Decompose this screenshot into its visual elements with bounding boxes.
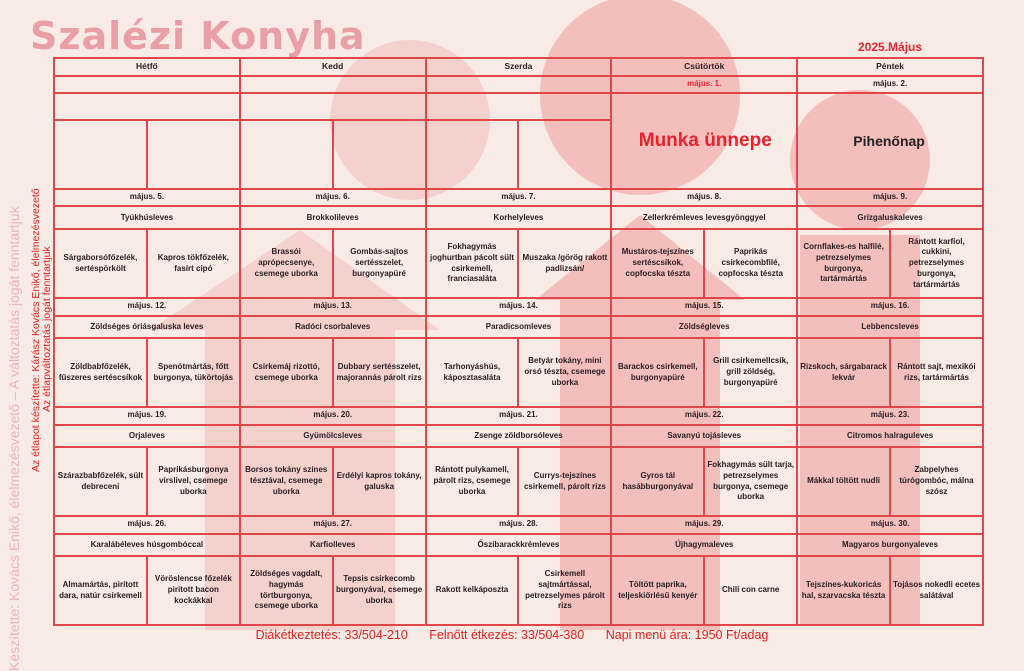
main-option-a: Tejszínes-kukoricás hal, szarvacska tészta [797,556,890,625]
date-cell: május. 15. [611,298,797,316]
date-cell: május. 1. [611,76,797,94]
date-cell: május. 27. [240,516,426,534]
soup-cell: Zsenge zöldborsóleves [426,425,612,448]
main-option-b: Rántott karfiol, cukkini, petrezselymes burgonya, tartármártás [890,229,983,298]
soup-cell: Zellerkrémleves levesgyönggyel [611,206,797,229]
main-option-b: Gombás-sajtos sertésszelet, burgonyapüré [333,229,426,298]
main-option-b: Vöröslencse főzelék pirított bacon kockákkal [147,556,240,625]
soup-cell: Brokkolileves [240,206,426,229]
holiday-inner [614,94,980,188]
main-option-b: Chili con carne [704,556,797,625]
menu-table [53,57,984,626]
soup-row [54,206,983,229]
soup-cell: Lebbencsleves [797,316,983,339]
main-option-b: Grill csirkemellcsík, grill zöldség, burgonyapüré [704,338,797,407]
soup-cell: Paradicsomleves [426,316,612,339]
main-option-a: Rizskoch, sárgabarack lekvár [797,338,890,407]
main-option-b: Paprikás csirkecombfilé, copfocska tészta [704,229,797,298]
main-option-b: Erdélyi kapros tokány, galuska [333,447,426,516]
menu-price: Napi menü ára: 1950 Ft/adag [605,628,769,642]
main-option-a: Mákkal töltött nudli [797,447,890,516]
main-option-b: Rántott sajt, mexikói rizs, tartármártás [890,338,983,407]
main-option-b: Fokhagymás sült tarja, petrezselymes burgonya, csemege uborka [704,447,797,516]
soup-cell: Gyümölcsleves [240,425,426,448]
empty-cell [518,120,611,189]
soup-cell: Zöldséges óriásgaluska leves [54,316,240,339]
main-option-a: Zöldséges vagdalt, hagymás törtburgonya, csemege uborka [240,556,333,625]
date-cell: május. 2. [797,76,983,94]
holiday-block [611,93,983,189]
empty-cell [426,93,612,120]
day-header-monday: Hétfő [54,58,240,76]
adult-phone: Felnőtt étkezés: 33/504-380 [429,628,585,642]
date-cell: május. 19. [54,407,240,425]
main-option-b: Kapros tökfőzelék, fasírt cipó [147,229,240,298]
footer-contacts [0,628,1024,642]
soup-cell: Savanyú tojásleves [611,425,797,448]
soup-cell: Citromos halraguleves [797,425,983,448]
soup-row [54,316,983,339]
soup-cell: Újhagymaleves [611,534,797,557]
main-option-b: Tepsis csirkecomb burgonyával, csemege uborka [333,556,426,625]
main-option-b: Zabpelyhes túrógombóc, málna szósz [890,447,983,516]
day-header-tuesday: Kedd [240,58,426,76]
day-header-thursday: Csütörtök [611,58,797,76]
main-option-a: Mustáros-tejszínes sertéscsíkok, copfocska tészta [611,229,704,298]
main-option-a: Borsos tokány színes tésztával, csemege uborka [240,447,333,516]
weeks-body [54,189,983,625]
date-cell: május. 8. [611,189,797,207]
date-cell: május. 22. [611,407,797,425]
main-row [54,447,983,516]
main-option-a: Almamártás, pirított dara, natúr csirkemell [54,556,147,625]
empty-cell [426,120,519,189]
student-phone: Diákétkeztetés: 33/504-210 [255,628,408,642]
main-option-a: Csirkemáj rizottó, csemege uborka [240,338,333,407]
date-cell: május. 30. [797,516,983,534]
main-row [54,229,983,298]
main-option-b: Tojásos nokedli ecetes salátával [890,556,983,625]
date-cell: május. 5. [54,189,240,207]
main-option-b: Csirkemell sajtmártással, petrezselymes párolt rizs [518,556,611,625]
main-option-a: Sárgaborsófőzelék, sertéspörkölt [54,229,147,298]
date-cell: május. 21. [426,407,612,425]
date-cell: május. 29. [611,516,797,534]
date-cell: május. 9. [797,189,983,207]
main-option-a: Rakott kelkáposzta [426,556,519,625]
soup-cell: Tyúkhúsleves [54,206,240,229]
brand-logo: Szalézi Konyha [30,14,366,58]
date-cell: május. 13. [240,298,426,316]
month-label: 2025.Május [858,40,923,54]
date-cell: május. 14. [426,298,612,316]
empty-cell [54,120,147,189]
main-option-a: Töltött paprika, teljeskiőrlésű kenyér [611,556,704,625]
empty-cell [54,93,240,120]
soup-cell: Radóci csorbaleves [240,316,426,339]
empty-cell [240,120,333,189]
main-option-b: Dubbary sertésszelet, majorannás párolt rizs [333,338,426,407]
main-row [54,338,983,407]
main-option-b: Betyár tokány, mini orsó tészta, csemege uborka [518,338,611,407]
date-row [54,189,983,207]
main-option-a: Rántott pulykamell, párolt rizs, csemege uborka [426,447,519,516]
holiday-friday: Pihenőnap [797,94,980,188]
soup-row-week1 [54,93,983,120]
main-option-a: Gyros tál hasábburgonyával [611,447,704,516]
main-option-b: Currys-tejszínes csirkemell, párolt rizs [518,447,611,516]
date-row [54,298,983,316]
main-option-a: Barackos csirkemell, burgonyapüré [611,338,704,407]
soup-cell: Zöldségleves [611,316,797,339]
main-row [54,556,983,625]
soup-cell: Őszibarackkrémleves [426,534,612,557]
date-cell: május. 23. [797,407,983,425]
main-option-b: Paprikásburgonya virslivel, csemege uborka [147,447,240,516]
date-cell [240,76,426,94]
main-option-a: Fokhagymás joghurtban pácolt sült csirkemell, franciasaláta [426,229,519,298]
main-option-a: Cornflakes-es halfilé, petrezselymes burgonya, tartármártás [797,229,890,298]
weekday-header-row [54,58,983,76]
soup-cell: Karalábéleves húsgombóccal [54,534,240,557]
main-option-a: Tarhonyáshús, káposztasaláta [426,338,519,407]
date-cell: május. 6. [240,189,426,207]
soup-cell: Korhelyleves [426,206,612,229]
ghost-credit: Készítette: Kovács Enikő, élelmezésvezető – A változtatás jogát fenntartjuk [6,206,22,671]
holiday-thursday: Munka ünnepe [638,130,772,152]
main-option-a: Zöldbabfőzelék, fűszeres sertéscsíkok [54,338,147,407]
date-cell [426,76,612,94]
main-option-a: Brassói aprópecsenye, csemege uborka [240,229,333,298]
empty-cell [240,93,426,120]
date-cell: május. 16. [797,298,983,316]
day-header-wednesday: Szerda [426,58,612,76]
date-cell: május. 28. [426,516,612,534]
soup-cell: Magyaros burgonyaleves [797,534,983,557]
soup-row [54,425,983,448]
date-row [54,407,983,425]
date-cell: május. 7. [426,189,612,207]
date-cell: május. 26. [54,516,240,534]
date-row [54,516,983,534]
soup-cell: Orjaleves [54,425,240,448]
main-option-b: Muszaka /görög rakott padlizsán/ [518,229,611,298]
date-cell: május. 20. [240,407,426,425]
soup-row [54,534,983,557]
rights-note: Az étlapváltoztatás jogát fenntartjuk [41,246,53,412]
date-cell [54,76,240,94]
date-row-week1 [54,76,983,94]
credit-note: Az étlapot készítette: Kárász Kovács Enikő, élelmezésvezető [30,188,42,472]
main-option-b: Spenótmártás, főtt burgonya, tükörtojás [147,338,240,407]
day-header-friday: Péntek [797,58,983,76]
soup-cell: Karfiolleves [240,534,426,557]
main-option-a: Szárazbabfőzelék, sült debreceni [54,447,147,516]
empty-cell [333,120,426,189]
empty-cell [147,120,240,189]
date-cell: május. 12. [54,298,240,316]
soup-cell: Grízgaluskaleves [797,206,983,229]
